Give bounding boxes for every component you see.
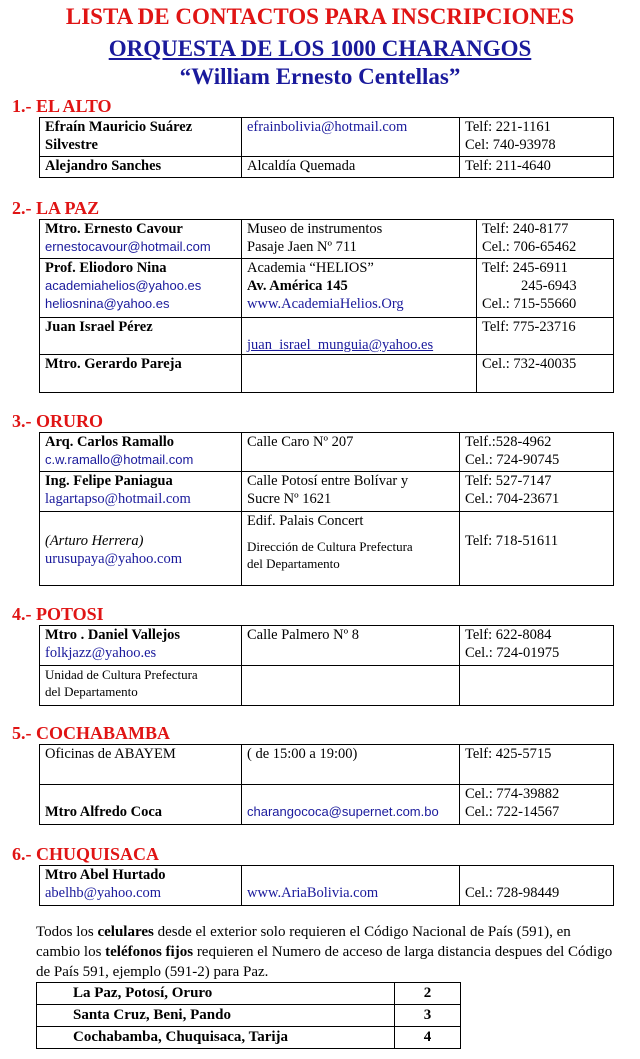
table-row bbox=[37, 1005, 461, 1027]
note-text: Todos los bbox=[36, 924, 98, 940]
phone-number: Telf: 718-51611 bbox=[465, 533, 559, 549]
phone-number: Telf: 211-4640 bbox=[465, 158, 551, 174]
website-link[interactable]: www.AcademiaHelios.Org bbox=[247, 296, 404, 312]
contact-name: Unidad de Cultura Prefectura bbox=[45, 667, 198, 682]
contact-address: Calle Potosí entre Bolívar y bbox=[247, 473, 409, 489]
contacts-table-potosi bbox=[39, 625, 614, 706]
table-row bbox=[40, 433, 614, 472]
area-code-number: 4 bbox=[395, 1027, 461, 1049]
contact-name: Efraín Mauricio Suárez bbox=[45, 119, 193, 135]
website-link[interactable]: www.AriaBolivia.com bbox=[247, 885, 379, 901]
email-link[interactable]: efrainbolivia@hotmail.com bbox=[247, 119, 408, 135]
email-link[interactable]: lagartapso@hotmail.com bbox=[45, 491, 191, 507]
contact-info-cell bbox=[242, 472, 460, 512]
table-row bbox=[40, 512, 614, 586]
table-row bbox=[40, 220, 614, 259]
section-title-oruro: 3.- ORURO bbox=[12, 411, 103, 431]
email-link[interactable]: heliosnina@yahoo.es bbox=[45, 296, 170, 311]
table-row bbox=[40, 785, 614, 825]
contact-phone-cell bbox=[477, 220, 614, 259]
email-link[interactable]: juan_israel_munguia@yahoo.es bbox=[247, 337, 434, 353]
contact-phone-cell bbox=[460, 666, 614, 706]
section-title-potosi: 4.- POTOSI bbox=[12, 604, 104, 624]
contact-address: Museo de instrumentos bbox=[247, 221, 383, 237]
contact-info-cell bbox=[242, 745, 460, 785]
contact-name-cell bbox=[40, 745, 242, 785]
contact-address: Pasaje Jaen Nº 711 bbox=[247, 239, 357, 255]
table-row bbox=[37, 983, 461, 1005]
phone-number: Cel.: 715-55660 bbox=[482, 296, 577, 312]
contact-phone-cell bbox=[477, 355, 614, 393]
area-code-cities: Santa Cruz, Beni, Pando bbox=[37, 1005, 395, 1027]
section-title-la-paz: 2.- LA PAZ bbox=[12, 198, 100, 218]
dialing-note bbox=[36, 922, 616, 982]
email-link[interactable]: ernestocavour@hotmail.com bbox=[45, 239, 211, 254]
contact-name-cell bbox=[40, 355, 242, 393]
contact-info-cell bbox=[242, 220, 477, 259]
table-row bbox=[40, 666, 614, 706]
email-link[interactable]: folkjazz@yahoo.es bbox=[45, 645, 157, 661]
email-link[interactable]: c.w.ramallo@hotmail.com bbox=[45, 452, 194, 467]
page-title: LISTA DE CONTACTOS PARA INSCRIPCIONES bbox=[65, 4, 575, 29]
contact-name: (Arturo Herrera) bbox=[45, 533, 144, 549]
contact-name: Mtro. Gerardo Pareja bbox=[45, 356, 182, 372]
contact-name-cell bbox=[40, 472, 242, 512]
contact-phone-cell bbox=[477, 259, 614, 318]
phone-number: Cel.: 704-23671 bbox=[465, 491, 560, 507]
contact-name-cell bbox=[40, 318, 242, 355]
contact-phone-cell bbox=[460, 785, 614, 825]
phone-number: Telf.:528-4962 bbox=[465, 434, 552, 450]
contact-name: Arq. Carlos Ramallo bbox=[45, 434, 175, 450]
contact-info-cell bbox=[242, 355, 477, 393]
email-link[interactable]: academiahelios@yahoo.es bbox=[45, 278, 202, 293]
contacts-table-cochabamba bbox=[39, 744, 614, 825]
section-title-chuquisaca: 6.- CHUQUISACA bbox=[12, 844, 160, 864]
contact-info-cell bbox=[242, 512, 460, 586]
area-codes-table bbox=[36, 982, 461, 1049]
phone-number: Cel.: 774-39882 bbox=[465, 786, 560, 802]
contact-name: Mtro. Ernesto Cavour bbox=[45, 221, 183, 237]
contact-name-cell bbox=[40, 220, 242, 259]
contact-address: Academia “HELIOS” bbox=[247, 260, 374, 276]
page-tagline: “William Ernesto Centellas” bbox=[179, 64, 461, 89]
contact-phone-cell bbox=[460, 745, 614, 785]
contact-info-cell bbox=[242, 318, 477, 355]
contact-info-cell bbox=[242, 433, 460, 472]
contact-name: Mtro Abel Hurtado bbox=[45, 867, 166, 883]
contact-name-cell bbox=[40, 626, 242, 666]
contact-name: del Departamento bbox=[45, 684, 138, 699]
contact-name-cell bbox=[40, 866, 242, 906]
table-row bbox=[40, 355, 614, 393]
note-emphasis-celulares: celulares bbox=[97, 924, 154, 940]
contact-address: Av. América 145 bbox=[247, 278, 348, 294]
contacts-table-el-alto bbox=[39, 117, 614, 178]
area-code-number: 3 bbox=[395, 1005, 461, 1027]
table-row bbox=[40, 472, 614, 512]
contact-name-cell bbox=[40, 259, 242, 318]
contact-name: Ing. Felipe Paniagua bbox=[45, 473, 173, 489]
contact-phone-cell bbox=[477, 318, 614, 355]
contact-info-cell bbox=[242, 666, 460, 706]
contact-name-cell bbox=[40, 512, 242, 586]
phone-number: Telf: 775-23716 bbox=[482, 319, 576, 335]
page-subtitle: ORQUESTA DE LOS 1000 CHARANGOS bbox=[108, 36, 532, 61]
table-row bbox=[40, 626, 614, 666]
section-title-el-alto: 1.- EL ALTO bbox=[12, 96, 112, 116]
contact-address: Edif. Palais Concert bbox=[247, 513, 364, 529]
phone-number: Cel.: 722-14567 bbox=[465, 804, 560, 820]
contact-name-cell bbox=[40, 118, 242, 157]
contact-name-cell bbox=[40, 157, 242, 178]
contact-address: Calle Palmero Nº 8 bbox=[247, 627, 360, 643]
area-code-number: 2 bbox=[395, 983, 461, 1005]
contact-info-cell bbox=[242, 785, 460, 825]
email-link[interactable]: abelhb@yahoo.com bbox=[45, 885, 162, 901]
table-row bbox=[37, 1027, 461, 1049]
contact-name: Prof. Eliodoro Nina bbox=[45, 260, 167, 276]
contact-name: Mtro . Daniel Vallejos bbox=[45, 627, 181, 643]
contact-phone-cell bbox=[460, 157, 614, 178]
contacts-table-chuquisaca bbox=[39, 865, 614, 906]
phone-number: Telf: 622-8084 bbox=[465, 627, 552, 643]
table-row bbox=[40, 745, 614, 785]
contact-info-cell bbox=[242, 259, 477, 318]
note-text: requieren el Numero de acceso de larga distancia despues del Código de País 591, ejemplo (591-2) para Paz. bbox=[36, 944, 613, 980]
contact-name: Alejandro Sanches bbox=[45, 158, 162, 174]
contact-address: Alcaldía Quemada bbox=[247, 158, 356, 174]
contact-info-cell bbox=[242, 118, 460, 157]
contact-name-cell bbox=[40, 433, 242, 472]
contact-info-cell bbox=[242, 626, 460, 666]
table-row bbox=[40, 118, 614, 157]
contact-phone-cell bbox=[460, 626, 614, 666]
phone-number: Telf: 240-8177 bbox=[482, 221, 569, 237]
office-hours: ( de 15:00 a 19:00) bbox=[247, 746, 358, 762]
phone-number: Telf: 425-5715 bbox=[465, 746, 552, 762]
section-title-cochabamba: 5.- COCHABAMBA bbox=[12, 723, 170, 743]
note-emphasis-fijos: teléfonos fijos bbox=[105, 944, 194, 960]
contact-address: del Departamento bbox=[247, 556, 340, 571]
phone-number: Cel.: 728-98449 bbox=[465, 885, 560, 901]
area-code-cities: La Paz, Potosí, Oruro bbox=[37, 983, 395, 1005]
area-code-cities: Cochabamba, Chuquisaca, Tarija bbox=[37, 1027, 395, 1049]
contacts-table-oruro bbox=[39, 432, 614, 586]
phone-number: Cel.: 724-90745 bbox=[465, 452, 560, 468]
contact-name: Silvestre bbox=[45, 137, 98, 153]
table-row bbox=[40, 157, 614, 178]
contact-phone-cell bbox=[460, 472, 614, 512]
contact-name-cell bbox=[40, 666, 242, 706]
contact-address: Dirección de Cultura Prefectura bbox=[247, 539, 413, 554]
table-row bbox=[40, 318, 614, 355]
table-row bbox=[40, 866, 614, 906]
phone-number: Telf: 527-7147 bbox=[465, 473, 552, 489]
phone-number: Cel.: 706-65462 bbox=[482, 239, 577, 255]
contact-phone-cell bbox=[460, 118, 614, 157]
contact-phone-cell bbox=[460, 433, 614, 472]
contact-address: Sucre Nº 1621 bbox=[247, 491, 332, 507]
contact-phone-cell bbox=[460, 512, 614, 586]
phone-number: 245-6943 bbox=[521, 278, 577, 294]
contacts-table-la-paz bbox=[39, 219, 614, 393]
phone-number: Cel.: 732-40035 bbox=[482, 356, 577, 372]
phone-number: Cel: 740-93978 bbox=[465, 137, 556, 153]
contact-info-cell bbox=[242, 157, 460, 178]
contact-address: Calle Caro Nº 207 bbox=[247, 434, 354, 450]
phone-number: Cel.: 724-01975 bbox=[465, 645, 560, 661]
contact-info-cell bbox=[242, 866, 460, 906]
contact-name: Oficinas de ABAYEM bbox=[45, 746, 176, 762]
note-text: desde el exterior solo requieren el Código Nacional de País (591), en cambio los bbox=[36, 924, 571, 960]
contact-name: Juan Israel Pérez bbox=[45, 319, 153, 335]
phone-number: Telf: 221-1161 bbox=[465, 119, 551, 135]
email-link[interactable]: urusupaya@yahoo.com bbox=[45, 551, 182, 567]
contact-name: Mtro Alfredo Coca bbox=[45, 804, 163, 820]
contact-phone-cell bbox=[460, 866, 614, 906]
email-link[interactable]: charangococa@supernet.com.bo bbox=[247, 804, 439, 819]
table-row bbox=[40, 259, 614, 318]
contact-name-cell bbox=[40, 785, 242, 825]
phone-number: Telf: 245-6911 bbox=[482, 260, 568, 276]
